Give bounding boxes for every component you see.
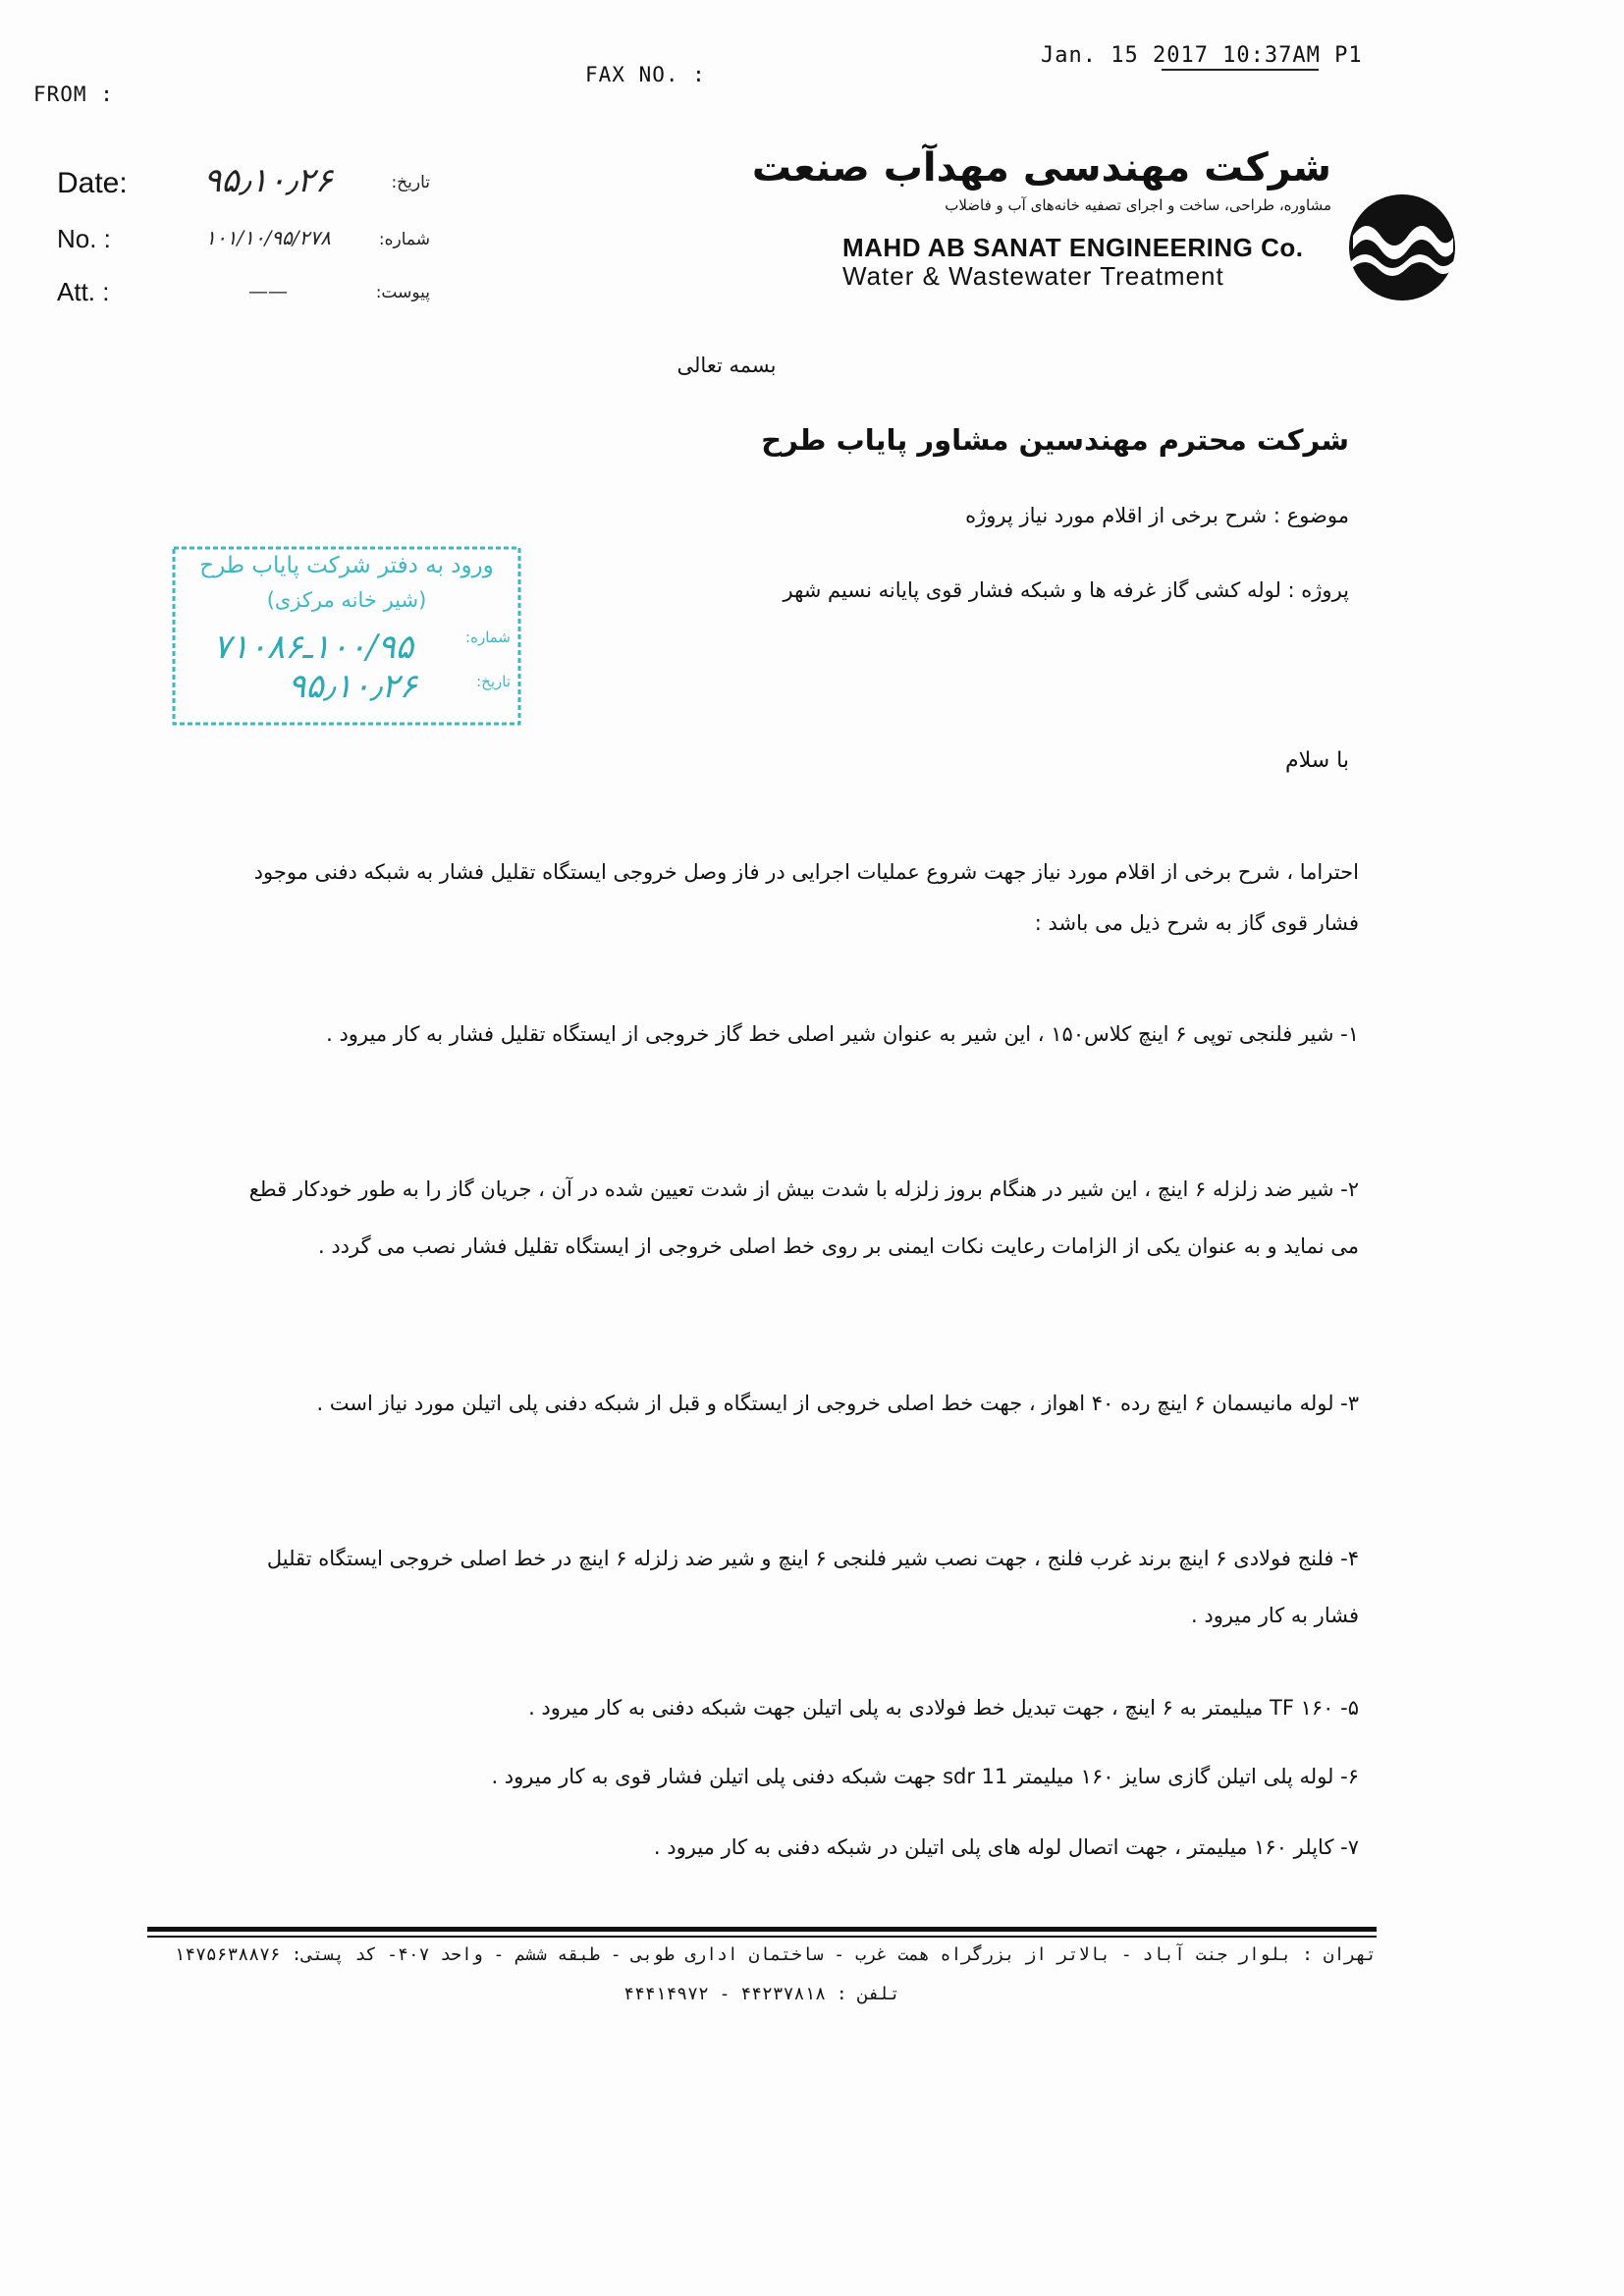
list-item-1: ۱- شیر فلنجی توپی ۶ اینچ کلاس۱۵۰ ، این شیر به عنوان شیر اصلی خط گاز خروجی از ایستگاه تقلیل فشار به کار میرود . bbox=[326, 1022, 1359, 1046]
meta-number-row bbox=[57, 224, 430, 263]
footer-rule-thick bbox=[147, 1927, 1377, 1932]
list-item-6: ۶- لوله پلی اتیلن گازی سایز ۱۶۰ میلیمتر sdr 11 جهت شبکه دفنی پلی اتیلن فشار قوی به کار میرود . bbox=[491, 1765, 1359, 1788]
number-en-label: No. : bbox=[57, 224, 111, 253]
meta-attachment-row bbox=[57, 277, 430, 316]
received-stamp bbox=[171, 545, 522, 727]
fax-timestamp: Jan. 15 2017 10:37AM P1 bbox=[1041, 43, 1363, 68]
list-item-7: ۷- کاپلر ۱۶۰ میلیمتر ، جهت اتصال لوله های پلی اتیلن در شبکه دفنی به کار میرود . bbox=[653, 1835, 1359, 1859]
company-subtitle-fa: مشاوره، طراحی، ساخت و اجرای تصفیه خانه‌های آب و فاضلاب bbox=[945, 196, 1331, 214]
list-item-5: ۵- TF ۱۶۰ میلیمتر به ۶ اینچ ، جهت تبدیل خط فولادی به پلی اتیلن جهت شبکه دفنی به کار میرود . bbox=[528, 1696, 1359, 1720]
subject-line: موضوع : شرح برخی از اقلام مورد نیاز پروژه bbox=[965, 504, 1349, 527]
stamp-number-label: شماره: bbox=[465, 629, 511, 646]
list-item-2: ۲- شیر ضد زلزله ۶ اینچ ، این شیر در هنگام بروز زلزله با شدت بیش از شدت تعیین شده در آن ، جریان گاز را به طور خودکار قطع می نماید و به عنوان یکی از الزامات رعایت نکات ایمنی بر روی خط اصلی خروجی از ایستگاه تقلیل فشار نصب می گردد . bbox=[248, 1177, 1359, 1258]
fax-from-label: FROM : bbox=[33, 82, 114, 106]
list-item-3: ۳- لوله مانیسمان ۶ اینچ رده ۴۰ اهواز ، جهت خط اصلی خروجی از ایستگاه و قبل از شبکه دفنی پلی اتیلن مورد نیاز است . bbox=[316, 1392, 1359, 1415]
date-en-label: Date: bbox=[57, 167, 128, 199]
date-value: ۹۵٫۱۰٫۲۶ bbox=[203, 161, 333, 200]
list-item-4: ۴- فلنج فولادی ۶ اینچ برند غرب فلنج ، جهت نصب شیر فلنجی ۶ اینچ و شیر ضد زلزله ۶ اینچ در خط اصلی خروجی ایستگاه تقلیل فشار به کار میرود . bbox=[266, 1547, 1359, 1627]
fax-number-label: FAX NO. : bbox=[585, 63, 706, 86]
meta-date-row bbox=[57, 161, 430, 206]
project-line: پروژه : لوله کشی گاز غرفه ها و شبکه فشار قوی پایانه نسیم شهر bbox=[783, 578, 1349, 602]
number-fa-label: شماره: bbox=[378, 230, 430, 249]
stamp-date-value: ۹۵٫۱۰٫۲۶ bbox=[288, 667, 417, 706]
greeting: با سلام bbox=[1284, 748, 1349, 773]
stamp-number-value: ۱۰۰/۹۵ـ۷۱۰۸۶ bbox=[212, 628, 414, 667]
water-wave-logo-icon bbox=[1347, 192, 1457, 302]
intro-paragraph: احتراما ، شرح برخی از اقلام مورد نیاز جهت شروع عملیات اجرایی در فاز وصل خروجی ایستگاه تقلیل فشار به شبکه دفنی موجود فشار قوی گاز به شرح ذیل می باشد : bbox=[253, 860, 1359, 935]
company-tagline-en: Water & Wastewater Treatment bbox=[842, 261, 1224, 291]
footer-rule-thin bbox=[147, 1936, 1377, 1938]
number-value: ۱۰۱/۱۰/۹۵/۲۷۸ bbox=[205, 226, 331, 249]
company-name-fa: شرکت مهندسی مهدآب صنعت bbox=[751, 145, 1331, 191]
fax-timestamp-underline bbox=[1162, 69, 1319, 71]
date-fa-label: تاریخ: bbox=[391, 173, 430, 192]
stamp-title: ورود به دفتر شرکت پایاب طرح bbox=[199, 553, 494, 578]
stamp-date-label: تاریخ: bbox=[476, 673, 511, 690]
footer-address: تهران : بلوار جنت آباد - بالاتر از بزرگراه همت غرب - ساختمان اداری طوبی - طبقه ششم - واحد ۴۰۷- کد پستی: ۱۴۷۵۶۳۸۸۷۶ bbox=[174, 1944, 1377, 1965]
company-name-en: MAHD AB SANAT ENGINEERING Co. bbox=[842, 233, 1304, 262]
footer-phone: تلفن : ۴۴۲۳۷۸۱۸ - ۴۴۴۱۴۹۷۲ bbox=[623, 1984, 900, 2004]
attachment-value: —— bbox=[248, 279, 288, 302]
addressee: شرکت محترم مهندسین مشاور پایاب طرح bbox=[761, 423, 1349, 457]
bismillah-heading: بسمه تعالی bbox=[677, 354, 777, 377]
stamp-subtitle: (شیر خانه مرکزی) bbox=[266, 588, 427, 612]
attachment-fa-label: پیوست: bbox=[375, 283, 430, 302]
attachment-en-label: Att. : bbox=[57, 277, 110, 306]
